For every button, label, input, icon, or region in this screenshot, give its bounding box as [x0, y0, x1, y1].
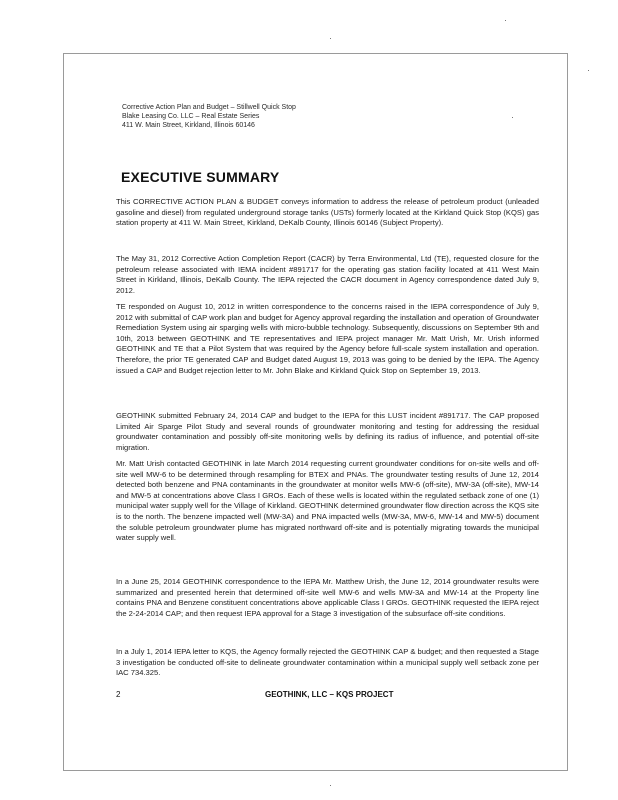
footer-project-name: GEOTHINK, LLC – KQS PROJECT [265, 690, 394, 699]
scan-speck [330, 785, 331, 786]
paragraph: The May 31, 2012 Corrective Action Completion Report (CACR) by Terra Environmental, Ltd (TE), requested closure for the petroleum release associated with IEMA incident #891717 for the operating gas station facility located at 411 West Main Street in Kirkland, Illinois, DeKalb County. The IEPA rejected the CACR document in Agency correspondence dated July 9, 2012. [116, 254, 539, 295]
scan-speck [512, 117, 513, 118]
section-title: EXECUTIVE SUMMARY [121, 169, 280, 185]
paragraph: TE responded on August 10, 2012 in written correspondence to the concerns raised in the IEPA correspondence of July 9, 2012 with submittal of CAP work plan and budget for Agency approval regarding the installation and operation of Groundwater Remediation System using air sparging wells with micro-bubble technology. Subsequently, discussions on September 9th and 10th, 2013 between GEOTHINK and TE representatives and IEPA project manager Mr. Matt Urish, Mr. Urish informed GEOTHINK and TE that a Pilot System that was required by the Agency before full-scale system installation and operation. Therefore, the prior TE generated CAP and Budget dated August 19, 2013 was going to be denied by the IEPA. The Agency issued a CAP and Budget rejection letter to Mr. John Blake and Kirkland Quick Stop on September 19, 2013. [116, 302, 539, 375]
footer-page-number: 2 [116, 690, 121, 699]
header-line-address: 411 W. Main Street, Kirkland, Illinois 60146 [122, 122, 255, 129]
scan-speck [505, 20, 506, 21]
scan-speck [588, 70, 589, 71]
paragraph: In a July 1, 2014 IEPA letter to KQS, the Agency formally rejected the GEOTHINK CAP & budget; and then requested a Stage 3 investigation be conducted off-site to delineate groundwater contamination within a municipal supply well setback zone per IAC 734.325. [116, 647, 539, 678]
paragraph: Mr. Matt Urish contacted GEOTHINK in late March 2014 requesting current groundwater conditions for on-site wells and off-site well MW-6 to be determined through resampling for BTEX and PNAs. The groundwater testing results of June 12, 2014 detected both benzene and PNA contaminants in the groundwater at monitor wells MW-6 (off-site), MW-3A (off-site), MW-14 and MW-5 at concentrations above Class I GROs. Each of these wells is located within the regulated setback zone of one (1) municipal water supply well for the Village of Kirkland. GEOTHINK determined groundwater flow direction across the KQS site is to the north. The benzene impacted well (MW-3A) and PNA impacted wells (MW-3A, MW-6, MW-14 and MW-5) document the soluble petroleum groundwater plume has migrated northward off-site and is potentially migrating towards the municipal water supply well. [116, 459, 539, 543]
document-header [122, 103, 296, 130]
paragraph: GEOTHINK submitted February 24, 2014 CAP and budget to the IEPA for this LUST incident #891717. The CAP proposed Limited Air Sparge Pilot Study and several rounds of groundwater monitoring and testing for addressing the residual groundwater contamination and possibly off-site monitoring wells by defining its radius of influence, and potential off-site migration. [116, 411, 539, 452]
header-line-company: Blake Leasing Co. LLC – Real Estate Series [122, 113, 260, 120]
header-line-title: Corrective Action Plan and Budget – Stillwell Quick Stop [122, 104, 296, 111]
scan-speck [330, 38, 331, 39]
paragraph: This CORRECTIVE ACTION PLAN & BUDGET conveys information to address the release of petroleum product (unleaded gasoline and diesel) from regulated underground storage tanks (USTs) formerly located at the Kirkland Quick Stop (KQS) gas station property at 411 W. Main Street, Kirkland, DeKalb County, Illinois 60146 (Subject Property). [116, 197, 539, 228]
paragraph: In a June 25, 2014 GEOTHINK correspondence to the IEPA Mr. Matthew Urish, the June 12, 2014 groundwater results were summarized and presented herein that determined off-site well MW-6 and wells MW-3A and MW-14 at the Property line contains PNA and Benzene constituent concentrations above applicable Class I GROs. GEOTHINK requested the IEPA reject the 2-24-2014 CAP; and then request IEPA approval for a Stage 3 investigation of the subsurface off-site conditions. [116, 577, 539, 618]
